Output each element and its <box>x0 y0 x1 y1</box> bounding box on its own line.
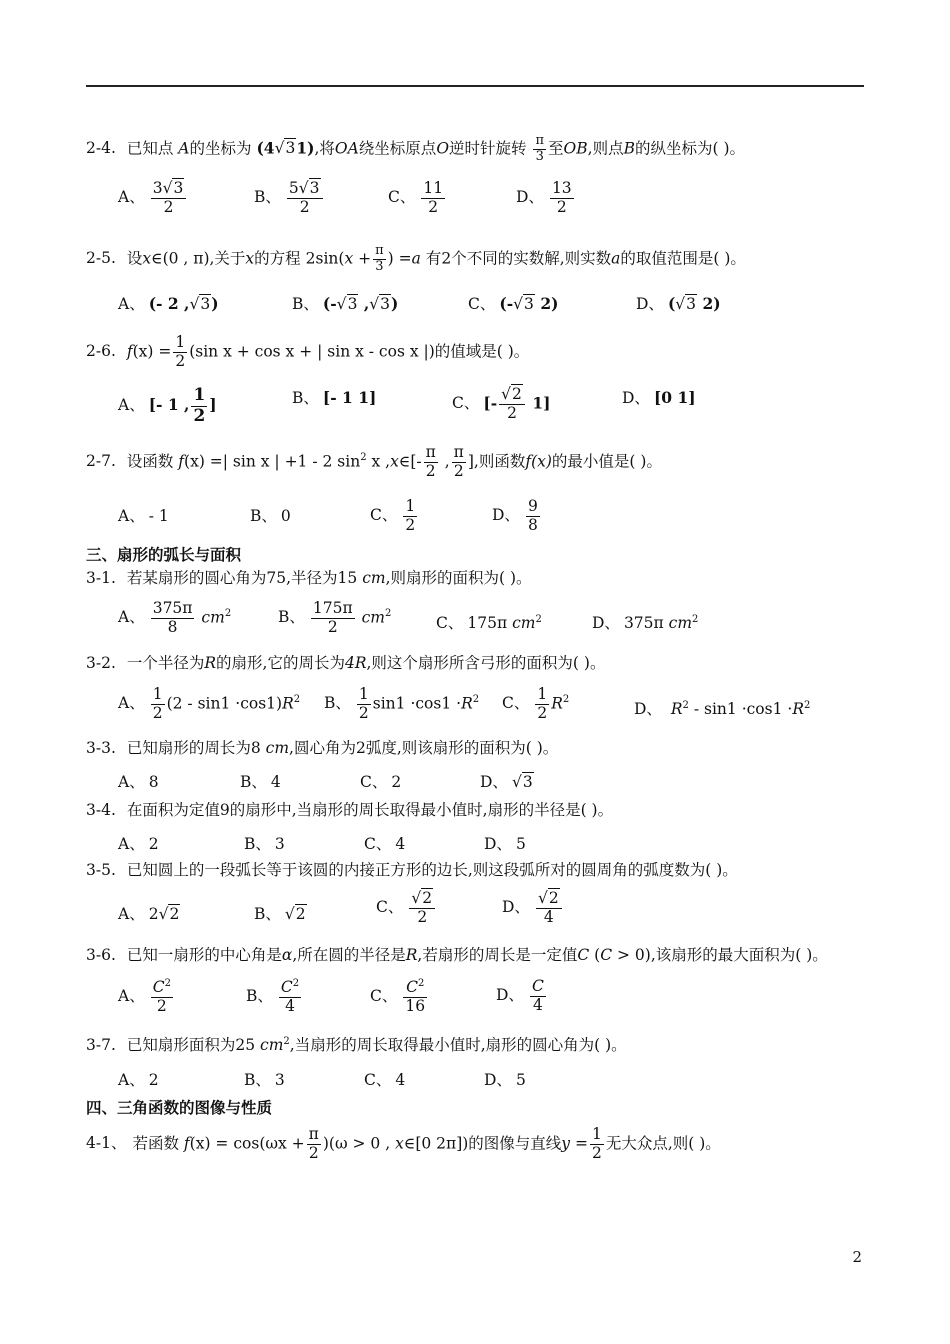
number: 2 <box>441 249 452 268</box>
var-a: a <box>611 249 621 268</box>
var-c: C <box>577 946 590 964</box>
equation: ) = <box>387 249 412 268</box>
segment-oa: OA <box>334 139 359 158</box>
fraction: $\frac{1}{2}$ <box>591 1125 602 1162</box>
q-text: 的最小值是( )。 <box>551 452 662 471</box>
fraction: $\frac{3√3}{2}$ <box>151 180 187 217</box>
question-3-1 <box>86 569 532 588</box>
exponent: 2 <box>283 1036 290 1047</box>
q-text: 逆时针旋转 <box>449 139 527 158</box>
q-text: 的扇形,它的周长为 <box>216 654 345 672</box>
q-text: 已知点 <box>126 139 174 158</box>
option-b[interactable]: B、 $\frac{5√3}{2}$ <box>254 180 325 217</box>
fraction: $\frac{5√3}{2}$ <box>287 180 323 217</box>
option-a[interactable]: A、 (- 2 ,√3) <box>118 294 219 313</box>
question-number: 4-1、 <box>86 1134 127 1153</box>
question-number: 3-6. <box>86 946 116 964</box>
q-text: ( <box>589 946 601 964</box>
question-2-4 <box>86 134 745 165</box>
option-b[interactable]: B、 $\frac{C^2}{4}$ <box>246 978 300 1015</box>
q-text: ,则这个扇形所含弓形的面积为( )。 <box>366 654 606 672</box>
equation: = <box>570 1134 588 1153</box>
equation: ∈[0 2π])的图像与直线 <box>403 1134 562 1153</box>
option-c[interactable]: C、 (-√3 2) <box>468 294 559 313</box>
page-number: 2 <box>852 1248 862 1266</box>
question-number: 3-3. <box>86 739 116 757</box>
option-c[interactable]: C、 $\frac{1}{2}$ <box>370 497 416 534</box>
option-a[interactable]: A、 2 <box>118 835 159 853</box>
q-text: ∈(0 , π),关于 <box>151 249 246 268</box>
var-c: C <box>600 946 613 964</box>
option-c[interactable]: C、 4 <box>364 1071 406 1089</box>
q-text: 已知扇形的周长为 <box>126 739 251 757</box>
equation: (x) = cos(ωx + <box>189 1134 305 1153</box>
question-4-1 <box>86 1126 721 1163</box>
q-text: , <box>439 452 450 471</box>
option-b[interactable]: B、 0 <box>250 507 291 525</box>
var-x: x <box>390 452 399 471</box>
option-a[interactable]: A、 2√2 <box>118 905 180 923</box>
q-text: 的纵坐标为( )。 <box>634 139 746 158</box>
fraction: $\frac{\pi}{2}$ <box>308 1125 319 1162</box>
equation: (x) =| sin x | +1 - 2 sin <box>184 452 361 471</box>
option-d[interactable]: D、 $\frac{13}{2}$ <box>516 179 572 216</box>
option-c[interactable]: C、 2 <box>360 773 402 791</box>
var-r: R <box>405 946 418 964</box>
option-d[interactable]: D、 $\frac{√2}{4}$ <box>502 890 564 927</box>
q-text: ,则扇形的面积为( )。 <box>385 569 532 587</box>
func-f: f <box>126 342 133 361</box>
q-text: 一个半径为 <box>126 654 205 672</box>
option-d[interactable]: D、 √3 <box>480 773 533 791</box>
unit: cm <box>362 569 386 587</box>
question-number: 2-5. <box>86 249 116 268</box>
func-fx: f(x) <box>525 452 552 471</box>
question-number: 3-5. <box>86 861 116 879</box>
option-a[interactable]: A、 - 1 <box>118 507 169 525</box>
coord-open: (4 <box>256 138 275 158</box>
header-rule <box>86 85 864 87</box>
option-c[interactable]: C、 4 <box>364 835 406 853</box>
q-text: 绕坐标原点 <box>358 139 437 158</box>
question-3-4 <box>86 801 613 820</box>
option-c[interactable]: C、 $\frac{√2}{2}$ <box>376 890 437 927</box>
question-number: 3-7. <box>86 1036 116 1055</box>
option-b[interactable]: B、 $\frac{1}{2}$ $\sin 1 \cdot\cos 1 \cdot R^2$ <box>324 685 480 722</box>
q-text: ,若扇形的周长是一定值 <box>417 946 578 964</box>
q-text: 在面积为定值 <box>126 801 220 819</box>
fraction: $\frac{1}{2}$ <box>175 333 186 370</box>
equation: + <box>353 249 372 268</box>
question-3-6 <box>86 946 828 965</box>
number: 9 <box>219 801 230 819</box>
func-f: f <box>178 452 185 471</box>
q-text: 已知圆上的一段弧长等于该圆的内接正方形的边长,则这段弧所对的圆周角的弧度数为( )。 <box>126 861 738 879</box>
equation: x , <box>366 452 391 471</box>
q-text: ,圆心角为 <box>289 739 356 757</box>
option-a[interactable]: A、 $\frac{375\pi}{8}$ $cm^2$ <box>118 599 232 636</box>
option-d[interactable]: D、 $\frac{9}{8}$ <box>492 497 538 534</box>
q-text: 的方程 <box>254 249 301 268</box>
option-c[interactable]: C、 175π $cm^2$ <box>436 613 542 632</box>
question-3-5 <box>86 861 738 880</box>
question-number: 2-6. <box>86 342 116 361</box>
number: 15 <box>337 569 358 587</box>
coord-close: 1) <box>296 138 315 158</box>
q-text: 若函数 <box>132 1134 179 1153</box>
question-2-5 <box>86 244 746 275</box>
q-text: 弧度,则该扇形的面积为( )。 <box>365 739 559 757</box>
var-r: R <box>204 654 217 672</box>
q-text: 至 <box>548 139 564 158</box>
option-b[interactable]: B、 [- 1 1] <box>292 388 377 407</box>
fraction: $\frac{\pi}{3}$ <box>375 243 384 274</box>
option-a[interactable]: A、 $\frac{C^2}{2}$ <box>118 978 171 1015</box>
equation: 2sin( <box>305 249 345 268</box>
option-d[interactable]: D、 5 <box>484 1071 526 1089</box>
option-c[interactable]: C、 $\frac{1}{2}$ $R^2$ <box>502 685 570 722</box>
question-number: 3-4. <box>86 801 116 819</box>
question-number: 3-1. <box>86 569 116 587</box>
question-3-3 <box>86 739 558 758</box>
q-text: 若某扇形的圆心角为 <box>126 569 267 587</box>
number: 25 <box>235 1036 256 1055</box>
option-a[interactable]: A、 2 <box>118 1071 159 1089</box>
option-b[interactable]: B、 3 <box>244 1071 285 1089</box>
q-text: ,所在圆的半径是 <box>292 946 406 964</box>
point-o: O <box>436 139 450 158</box>
fraction: $\frac{11}{2}$ <box>423 179 444 216</box>
number: 8 <box>250 739 261 757</box>
q-text: 设函数 <box>126 452 174 471</box>
question-2-6 <box>86 334 529 371</box>
option-d[interactable]: D、 (√3 2) <box>636 294 721 313</box>
q-text: ∈[- <box>398 452 422 471</box>
q-text: > 0),该扇形的最大面积为( )。 <box>612 946 828 964</box>
question-3-2 <box>86 654 605 673</box>
equation: (x) = <box>132 342 172 361</box>
q-text: 个不同的实数解,则实数 <box>451 249 612 268</box>
q-text: ,半径为 <box>286 569 338 587</box>
option-a[interactable]: A、 $\frac{3√3}{2}$ <box>118 180 188 217</box>
var-x: x <box>142 249 152 268</box>
number: 75 <box>266 569 287 587</box>
question-number: 3-2. <box>86 654 116 672</box>
fraction: $\frac{\pi}{2}$ <box>425 443 436 480</box>
option-b[interactable]: B、 √2 <box>254 905 306 923</box>
q-text: 的扇形中,当扇形的周长取得最小值时,扇形的半径是( )。 <box>229 801 614 819</box>
option-c[interactable]: C、 $\frac{C^2}{16}$ <box>370 978 426 1015</box>
option-d[interactable]: D、 5 <box>484 835 526 853</box>
var-x: x <box>395 1134 404 1153</box>
question-2-7 <box>86 444 662 481</box>
option-a[interactable]: A、 $\frac{1}{2}$ $(2 - \sin 1 \cdot\cos 1)R^2$ <box>118 685 301 722</box>
q-text: ],则函数 <box>467 452 526 471</box>
question-3-7 <box>86 1036 627 1055</box>
section-heading-3: 三、扇形的弧长与面积 <box>86 545 242 564</box>
number: 2 <box>355 739 366 757</box>
q-text: ,则点 <box>587 139 624 158</box>
fraction: $\frac{\pi}{3}$ <box>535 133 545 164</box>
q-text: 有 <box>420 249 442 268</box>
option-b[interactable]: B、 4 <box>240 773 281 791</box>
q-text: 已知扇形面积为 <box>126 1036 236 1055</box>
exponent: 2 <box>360 452 367 464</box>
option-d[interactable]: D、 375π $cm^2$ <box>592 613 699 632</box>
option-c[interactable]: C、 $\frac{11}{2}$ <box>388 179 444 216</box>
option-b[interactable]: B、 $\frac{175\pi}{2}$ $cm^2$ <box>278 599 392 636</box>
q-text: 已知一扇形的中心角是 <box>126 946 282 964</box>
var-x: x <box>245 249 255 268</box>
q-text: 的坐标为 <box>189 139 252 158</box>
option-d[interactable]: D、 [0 1] <box>622 388 696 407</box>
q-text: ,当扇形的周长取得最小值时,扇形的圆心角为( )。 <box>289 1036 627 1055</box>
unit: cm <box>260 1036 284 1055</box>
point-a: A <box>178 139 190 158</box>
q-text: 无大众点,则( )。 <box>605 1134 721 1153</box>
equation: (sin x + cos x + | sin x - cos x |) <box>189 342 435 361</box>
segment-ob: OB <box>563 139 588 158</box>
option-d[interactable]: D、 $\frac{C}{4}$ <box>496 977 544 1014</box>
q-text: 的取值范围是( )。 <box>620 249 746 268</box>
section-heading-4: 四、三角函数的图像与性质 <box>86 1098 273 1117</box>
option-b[interactable]: B、 3 <box>244 835 285 853</box>
fraction: $\frac{13}{2}$ <box>551 179 572 216</box>
q-text: 的值域是( )。 <box>434 342 530 361</box>
var-alpha: α <box>281 946 293 964</box>
question-number: 2-4. <box>86 139 116 158</box>
fraction: $\frac{\pi}{2}$ <box>453 443 464 480</box>
point-b: B <box>623 139 635 158</box>
question-number: 2-7. <box>86 452 116 471</box>
equation: )(ω > 0 , <box>322 1134 391 1153</box>
option-d[interactable]: D、 $R^2 - \sin 1 \cdot\cos 1 \cdot R^2$ <box>634 699 811 718</box>
q-text: 设 <box>126 249 143 268</box>
option-a[interactable]: A、 [- 1 , $\frac{1}{2}$ ] <box>118 385 217 426</box>
option-a[interactable]: A、 8 <box>118 773 159 791</box>
sqrt: √3 <box>274 139 296 158</box>
option-c[interactable]: C、 [- $\frac{√2}{2}$ 1] <box>452 385 551 422</box>
q-text: ,将 <box>314 139 335 158</box>
var-x: x <box>344 249 354 268</box>
func-f: f <box>183 1134 190 1153</box>
var-4r: 4R <box>344 654 367 672</box>
var-a: a <box>411 249 421 268</box>
var-y: y <box>561 1134 571 1153</box>
option-b[interactable]: B、 (-√3 ,√3) <box>292 294 399 313</box>
unit: cm <box>265 739 290 757</box>
